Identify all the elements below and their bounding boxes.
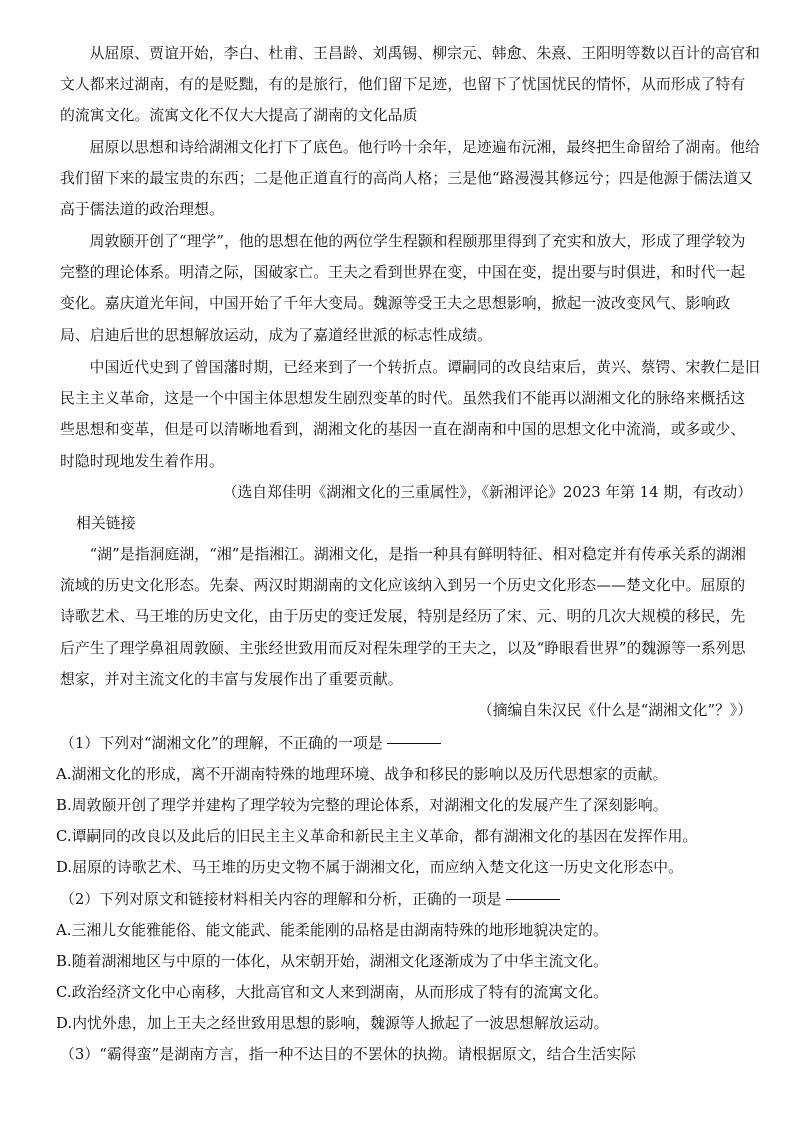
related-links-paragraph: “湖”是指洞庭湖，“湘”是指湘江。湖湘文化，是指一种具有鲜明特征、相对稳定并有传承关系的湖湘流域的历史文化形态。先秦、两汉时期湖南的文化应该纳入到另一个历史文化形态——楚文化中。屈原的诗歌艺术、马王堆的历史文化，由于历史的变迁发展，特别是经历了宋、元、明的几次大规模的移民，先后产生了理学鼻祖周敦颐、主张经世致用而反对程朱理学的王夫之，以及“睁眼看世界”的魏源等一系列思想家，并对主流文化的丰富与发展作出了重要贡献。	[60, 546, 746, 688]
paragraph-3: 周敦颐开创了“理学”，他的思想在他的两位学生程颢和程颐那里得到了充实和放大，形成了理学较为完整的理论体系。明清之际，国破家亡。王夫之看到世界在变，中国在变，提出要与时俱进，和时代一起变化。嘉庆道光年间，中国开始了千年大变局。魏源等受王夫之思想影响，掀起一波改变风气、影响政局、启迪后世的思想解放运动，成为了嘉道经世派的标志性成绩。	[60, 233, 746, 344]
paragraph-1: 从屈原、贾谊开始，李白、杜甫、王昌龄、刘禹锡、柳宗元、韩愈、朱熹、王阳明等数以百计的高官和文人都来过湖南，有的是贬黜，有的是旅行，他们留下足迹，也留下了忧国忧民的情怀，从而形成了特有的流寓文化。流寓文化不仅大大提高了湖南的文化品质	[60, 45, 760, 125]
q1-option-d: D.屈原的诗歌艺术、马王堆的历史文物不属于湖湘文化，而应纳入楚文化这一历史文化形态中。	[56, 859, 684, 876]
q1-option-a: A.湖湘文化的形成，离不开湖南特殊的地理环境、战争和移民的影响以及历代思想家的贡献。	[56, 766, 668, 783]
q2-option-b: B.随着湖湘地区与中原的一体化，从宋朝开始，湖湘文化逐渐成为了中华主流文化。	[56, 953, 609, 970]
question-1-stem	[60, 728, 760, 759]
q1-option-b: B.周敦颐开创了理学并建构了理学较为完整的理论体系，对湖湘文化的发展产生了深刻影响。	[56, 797, 668, 814]
source-citation-2: （摘编自朱汉民《什么是“湖湘文化”？》）	[477, 702, 752, 719]
answer-blank-2[interactable]	[506, 898, 560, 900]
question-1-text: （1）下列对“湖湘文化”的理解，不正确的一项是	[60, 735, 383, 752]
q2-option-d: D.内忧外患，加上王夫之经世致用思想的影响，魏源等人掀起了一波思想解放运动。	[56, 1015, 609, 1032]
paragraph-4: 中国近代史到了曾国藩时期，已经来到了一个转折点。谭嗣同的改良结束后，黄兴、蔡锷、宋教仁是旧民主主义革命，这是一个中国主体思想发生剧烈变革的时代。虽然我们不能再以湖湘文化的脉络来概括这些思想和变革，但是可以清晰地看到，湖湘文化的基因一直在湖南和中国的思想文化中流淌，或多或少、时隐时现地发生着作用。	[60, 359, 760, 470]
answer-blank-1[interactable]	[387, 742, 441, 744]
question-2-text: （2）下列对原文和链接材料相关内容的理解和分析，正确的一项是	[60, 891, 502, 908]
q2-option-c: C.政治经济文化中心南移，大批高官和文人来到湖南，从而形成了特有的流寓文化。	[56, 984, 608, 1001]
question-3-stem: （3）“霸得蛮”是湖南方言，指一种不达目的不罢休的执拗。请根据原文，结合生活实际	[60, 1046, 637, 1063]
source-citation-1: （选自郑佳明《湖湘文化的三重属性》，《新湘评论》2023 年第 14 期，有改动）	[222, 484, 752, 501]
question-2-stem	[60, 884, 760, 915]
q1-option-c: C.谭嗣同的改良以及此后的旧民主主义革命和新民主主义革命，都有湖湘文化的基因在发挥作用。	[56, 828, 698, 845]
q2-option-a: A.三湘儿女能雅能俗、能文能武、能柔能刚的品格是由湖南特殊的地形地貌决定的。	[56, 922, 608, 939]
paragraph-2: 屈原以思想和诗给湖湘文化打下了底色。他行吟十余年，足迹遍布沅湘，最终把生命留给了湖南。他给我们留下来的最宝贵的东西；二是他正道直行的高尚人格；三是他“路漫漫其修远兮；四是他源于儒法道又高于儒法道的政治理想。	[60, 139, 760, 219]
related-links-heading: 相关链接	[76, 515, 136, 532]
